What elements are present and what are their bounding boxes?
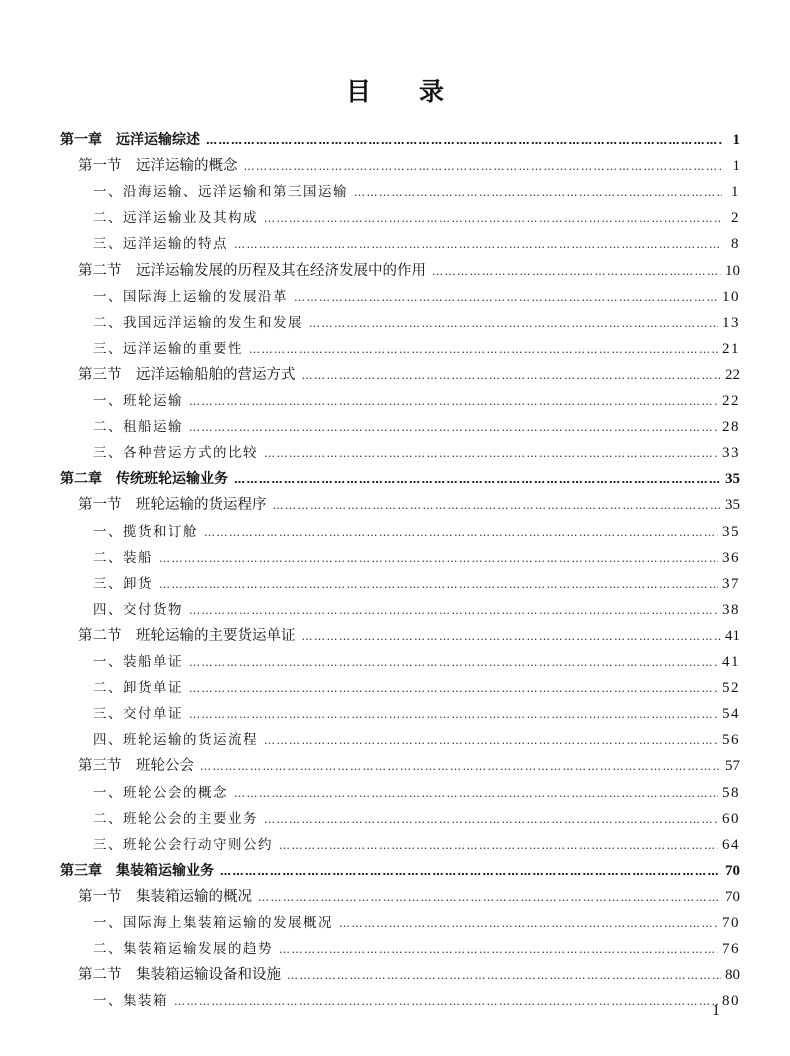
toc-item-row[interactable] <box>93 572 740 596</box>
dot-leader <box>249 338 718 362</box>
dot-leader <box>174 990 718 1014</box>
toc-page-number: 52 <box>722 680 740 697</box>
dot-leader <box>234 782 718 806</box>
toc-item-row[interactable] <box>93 441 740 465</box>
title-char-2: 录 <box>419 77 445 106</box>
toc-entry-title: 三、远洋运输的重要性 <box>93 340 243 357</box>
toc-page-number: 28 <box>722 419 740 436</box>
dot-leader <box>189 599 718 623</box>
toc-entry-title: 三、班轮公会行动守则公约 <box>93 836 273 853</box>
dot-leader <box>287 964 721 988</box>
toc-page-number: 80 <box>725 967 740 984</box>
toc-entry-title: 第一节 集装箱运输的概况 <box>78 888 252 905</box>
dot-leader <box>159 573 718 597</box>
toc-chapter-row[interactable] <box>60 859 740 883</box>
toc-entry-title: 一、装船单证 <box>93 654 183 670</box>
toc-page-number: 2 <box>731 210 740 227</box>
toc-item-row[interactable] <box>93 520 740 544</box>
toc-section-row[interactable] <box>78 754 740 778</box>
toc-entry-title: 一、班轮运输 <box>93 393 183 409</box>
dot-leader <box>273 494 722 518</box>
toc-entry-title: 一、集装箱 <box>93 993 168 1010</box>
toc-entry-title: 二、集装箱运输发展的趋势 <box>93 941 273 958</box>
toc-page-number: 56 <box>722 732 740 749</box>
toc-page-number: 21 <box>722 340 740 357</box>
dot-leader <box>220 860 721 884</box>
toc-item-row[interactable] <box>93 180 740 204</box>
toc-item-row[interactable] <box>93 781 740 805</box>
toc-page-number: 22 <box>725 366 740 383</box>
toc-item-row[interactable] <box>93 676 740 700</box>
toc-chapter-row[interactable] <box>60 467 740 491</box>
toc-page-number: 10 <box>722 288 740 305</box>
toc-item-row[interactable] <box>93 702 740 726</box>
toc-page-number: 35 <box>722 523 740 540</box>
toc-chapter-row[interactable] <box>60 128 740 152</box>
toc-entry-title: 第二章 传统班轮运输业务 <box>60 471 228 488</box>
toc-item-row[interactable] <box>93 598 740 622</box>
dot-leader <box>354 181 722 205</box>
toc-entry-title: 第一节 远洋运输的概念 <box>78 158 238 175</box>
toc-item-row[interactable] <box>93 546 740 570</box>
toc-entry-title: 三、交付单证 <box>93 706 183 723</box>
toc-page-number: 33 <box>722 445 740 462</box>
dot-leader <box>264 808 718 832</box>
toc-entry-title: 一、沿海运输、远洋运输和第三国运输 <box>93 184 348 201</box>
toc-item-row[interactable] <box>93 232 740 256</box>
dot-leader <box>200 755 721 779</box>
toc-entry-title: 第三节 远洋运输船舶的营运方式 <box>78 366 296 383</box>
toc-page-number: 54 <box>722 706 740 723</box>
toc-section-row[interactable] <box>78 624 740 648</box>
toc-entry-title: 三、卸货 <box>93 575 153 592</box>
toc-item-row[interactable] <box>93 807 740 831</box>
toc-page-number: 10 <box>725 262 740 279</box>
toc-item-row[interactable] <box>93 206 740 230</box>
dot-leader <box>279 938 718 962</box>
dot-leader <box>189 651 718 675</box>
toc-entry-title: 第一节 班轮运输的货运程序 <box>78 497 267 514</box>
toc-page-number: 64 <box>722 836 740 853</box>
toc-entry-title: 二、我国远洋运输的发生和发展 <box>93 314 303 331</box>
dot-leader <box>302 625 722 649</box>
toc-entry-title: 一、班轮公会的概念 <box>93 784 228 801</box>
toc-entry-title: 四、班轮运输的货运流程 <box>93 732 258 749</box>
dot-leader <box>432 260 721 284</box>
dot-leader <box>264 729 718 753</box>
toc-page-number: 35 <box>725 497 740 514</box>
toc-entry-title: 二、租船运输 <box>93 419 183 436</box>
toc-page-number: 8 <box>731 236 740 253</box>
toc-item-row[interactable] <box>93 833 740 857</box>
toc-page-number: 1 <box>732 132 740 148</box>
toc-entry-title: 二、装船 <box>93 549 153 566</box>
toc-section-row[interactable] <box>78 963 740 987</box>
dot-leader <box>234 233 722 257</box>
dot-leader <box>309 312 718 336</box>
toc-page-number: 36 <box>722 549 740 566</box>
toc-entry-title: 第三节 班轮公会 <box>78 758 194 775</box>
toc-page-number: 70 <box>722 915 740 931</box>
toc-section-row[interactable] <box>78 259 740 283</box>
toc-section-row[interactable] <box>78 363 740 387</box>
toc-item-row[interactable] <box>93 989 740 1013</box>
toc-entry-title: 二、班轮公会的主要业务 <box>93 810 258 827</box>
toc-entry-title: 三、远洋运输的特点 <box>93 236 228 253</box>
toc-page-number: 60 <box>722 810 740 827</box>
toc-entry-title: 一、揽货和订舱 <box>93 523 198 540</box>
toc-entry-title: 三、各种营运方式的比较 <box>93 445 258 462</box>
dot-leader <box>264 207 722 231</box>
toc-item-row[interactable] <box>93 389 740 413</box>
toc-item-row[interactable] <box>93 415 740 439</box>
toc-entry-title: 一、国际海上集装箱运输的发展概况 <box>93 915 333 931</box>
toc-section-row[interactable] <box>78 493 740 517</box>
toc-page-number: 13 <box>722 314 740 331</box>
toc-section-row[interactable] <box>78 885 740 909</box>
toc-item-row[interactable] <box>93 311 740 335</box>
page-number: 1 <box>712 1002 720 1019</box>
dot-leader <box>339 912 718 936</box>
toc-page-number: 1 <box>731 184 740 201</box>
toc-page-number: 76 <box>722 941 740 958</box>
toc-entry-title: 第二节 集装箱运输设备和设施 <box>78 967 281 984</box>
toc-page-number: 70 <box>725 888 740 905</box>
toc-page-number: 1 <box>732 158 740 175</box>
toc-page-number: 41 <box>722 654 740 670</box>
title-char-1: 目 <box>345 77 371 106</box>
dot-leader <box>189 416 718 440</box>
dot-leader <box>204 521 718 545</box>
toc-page-number: 70 <box>725 862 740 879</box>
dot-leader <box>159 547 718 571</box>
toc-page-number: 22 <box>722 393 740 409</box>
dot-leader <box>189 677 718 701</box>
toc-page-number: 38 <box>722 601 740 618</box>
toc-page-number: 80 <box>722 993 740 1010</box>
dot-leader <box>189 703 718 727</box>
toc-entry-title: 四、交付货物 <box>93 601 183 618</box>
toc-entry-title: 二、卸货单证 <box>93 680 183 697</box>
toc-page-number: 58 <box>722 784 740 801</box>
dot-leader <box>234 468 721 492</box>
toc-page-number: 37 <box>722 575 740 592</box>
dot-leader <box>189 390 718 414</box>
dot-leader <box>302 364 722 388</box>
toc-entry-title: 一、国际海上运输的发展沿革 <box>93 288 288 305</box>
dot-leader <box>258 886 721 910</box>
toc-entry-title: 第三章 集装箱运输业务 <box>60 862 214 879</box>
toc-section-row[interactable] <box>78 154 740 178</box>
toc-item-row[interactable] <box>93 285 740 309</box>
toc-item-row[interactable] <box>93 728 740 752</box>
dot-leader <box>244 155 723 179</box>
toc-page-number: 41 <box>725 627 740 644</box>
toc-entry-title: 二、远洋运输业及其构成 <box>93 210 258 227</box>
toc-entry-title: 第一章 远洋运输综述 <box>60 132 200 148</box>
toc-page-number: 35 <box>725 471 740 488</box>
dot-leader <box>206 129 722 153</box>
toc-item-row[interactable] <box>93 911 740 935</box>
toc-item-row[interactable] <box>93 650 740 674</box>
toc-entry-title: 第二节 远洋运输发展的历程及其在经济发展中的作用 <box>78 262 426 279</box>
dot-leader <box>279 834 718 858</box>
dot-leader <box>264 442 718 466</box>
toc-page-number: 57 <box>725 758 740 775</box>
toc-item-row[interactable] <box>93 937 740 961</box>
dot-leader <box>294 286 718 310</box>
toc-item-row[interactable] <box>93 337 740 361</box>
toc-entry-title: 第二节 班轮运输的主要货运单证 <box>78 627 296 644</box>
page-title <box>0 72 790 108</box>
